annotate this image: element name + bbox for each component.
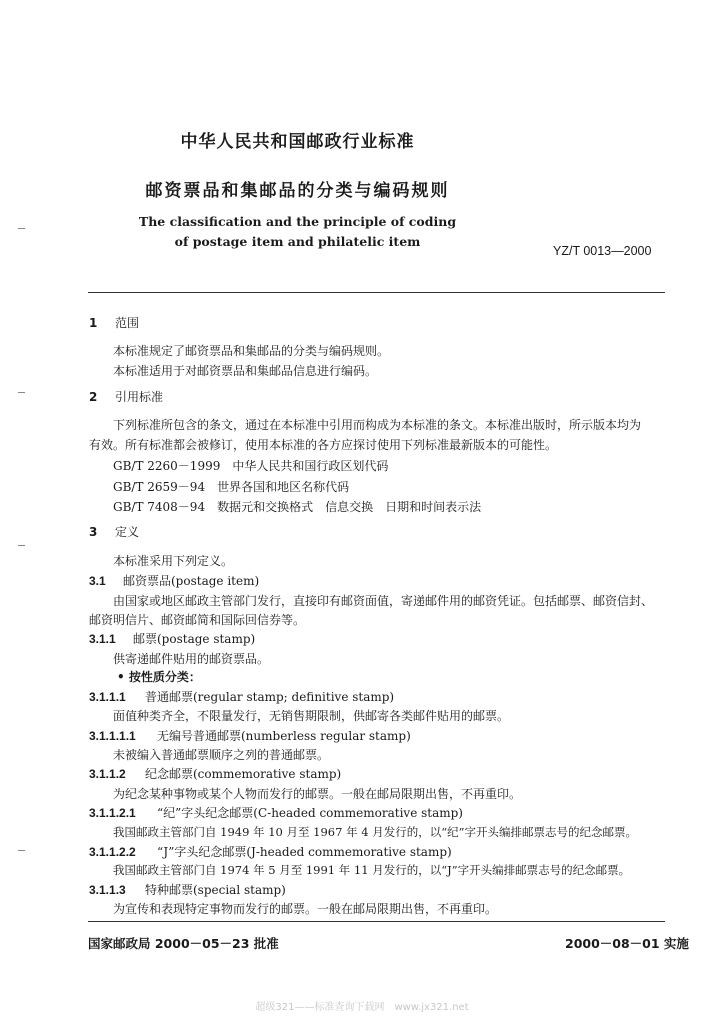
section-3-heading [89, 523, 139, 540]
section-title: 定义 [115, 525, 140, 539]
margin-mark [18, 392, 25, 393]
clause-term: “J”字头纪念邮票(J-headed commemorative stamp) [157, 845, 452, 859]
definition: 由国家或地区邮政主管部门发行，直接印有邮资面值，寄递邮件用的邮资凭证。包括邮票、邮资信封、 [113, 594, 654, 608]
clause-3-1-1-1-1 [89, 727, 411, 744]
section-title: 引用标准 [115, 390, 164, 404]
clause-3-1-1-3 [89, 881, 286, 898]
standard-category-title: 中华人民共和国邮政行业标准 [180, 132, 415, 152]
section-title: 范围 [115, 316, 140, 330]
clause-number: 3.1.1.2 [89, 767, 126, 781]
margin-mark [18, 545, 25, 546]
reference-item: GB/T 2260－1999 中华人民共和国行政区划代码 [113, 459, 389, 473]
document-title-cn: 邮资票品和集邮品的分类与编码规则 [145, 181, 450, 201]
footer-divider [88, 921, 665, 922]
definition: 我国邮政主管部门自 1974 年 5 月至 1991 年 11 月发行的，以“J”字开头编排邮票志号的纪念邮票。 [113, 863, 631, 877]
definition: 我国邮政主管部门自 1949 年 10 月至 1967 年 4 月发行的，以“纪”字开头编排邮票志号的纪念邮票。 [113, 825, 637, 839]
definition: 供寄递邮件贴用的邮资票品。 [113, 652, 270, 666]
clause-3-1-1-2-2 [89, 843, 452, 860]
header-divider [88, 292, 665, 293]
reference-item: GB/T 2659－94 世界各国和地区名称代码 [113, 480, 350, 494]
standard-number: YZ/T 0013—2000 [553, 244, 652, 258]
section-number: 3 [89, 525, 98, 539]
clause-number: 3.1.1.1.1 [89, 729, 136, 743]
clause-term: 邮票(postage stamp) [133, 632, 256, 646]
clause-term: 纪念邮票(commemorative stamp) [145, 767, 342, 781]
clause-3-1-1-2-1 [89, 804, 463, 821]
clause-term: 无编号普通邮票(numberless regular stamp) [157, 729, 411, 743]
section-1-heading [89, 314, 139, 331]
clause-term: 特种邮票(special stamp) [145, 883, 286, 897]
clause-3-1-1-2 [89, 765, 341, 782]
definition: 为纪念某种事物或某个人物而发行的邮票。一般在邮局限期出售，不再重印。 [113, 787, 522, 801]
watermark: 超级321——标准查询下载网 www.jx321.net [255, 1002, 469, 1013]
clause-number: 3.1.1.1 [89, 690, 126, 704]
clause-3-1-1 [89, 630, 255, 647]
clause-3-1-1-1 [89, 688, 394, 705]
clause-term: 普通邮票(regular stamp; definitive stamp) [145, 690, 395, 704]
clause-number: 3.1.1.2.2 [89, 845, 136, 859]
document-title-en-line2: of postage item and philatelic item [174, 234, 421, 249]
definition: 未被编入普通邮票顺序之列的普通邮票。 [113, 748, 330, 762]
paragraph: 本标准采用下列定义。 [113, 554, 234, 568]
paragraph: 有效。所有标准都会被修订，使用本标准的各方应探讨使用下列标准最新版本的可能性。 [89, 438, 558, 452]
effective-date: 2000－08－01 实施 [565, 936, 689, 951]
clause-number: 3.1 [89, 574, 106, 588]
classification-bullet: • 按性质分类： [117, 670, 201, 684]
approval-date: 国家邮政局 2000－05－23 批准 [88, 936, 279, 951]
section-number: 2 [89, 390, 98, 404]
paragraph: 本标准规定了邮资票品和集邮品的分类与编码规则。 [113, 344, 390, 358]
reference-item: GB/T 7408－94 数据元和交换格式 信息交换 日期和时间表示法 [113, 500, 482, 514]
clause-number: 3.1.1.2.1 [89, 806, 136, 820]
clause-term: 邮资票品(postage item) [123, 574, 260, 588]
clause-3-1 [89, 572, 259, 589]
paragraph: 本标准适用于对邮资票品和集邮品信息进行编码。 [113, 364, 378, 378]
clause-term: “纪”字头纪念邮票(C-headed commemorative stamp) [157, 806, 463, 820]
paragraph: 下列标准所包含的条文，通过在本标准中引用而构成为本标准的条文。本标准出版时，所示版本均为 [113, 418, 642, 432]
document-title-en-line1: The classification and the principle of coding [138, 214, 457, 229]
section-number: 1 [89, 316, 98, 330]
definition: 面值种类齐全，不限量发行，无销售期限制，供邮寄各类邮件贴用的邮票。 [113, 709, 510, 723]
section-2-heading [89, 388, 163, 405]
definition: 为宣传和表现特定事物而发行的邮票。一般在邮局限期出售，不再重印。 [113, 902, 498, 916]
definition: 邮资明信片、邮资邮简和国际回信券等。 [89, 613, 306, 627]
clause-number: 3.1.1 [89, 632, 116, 646]
margin-mark [18, 850, 25, 851]
clause-number: 3.1.1.3 [89, 883, 126, 897]
